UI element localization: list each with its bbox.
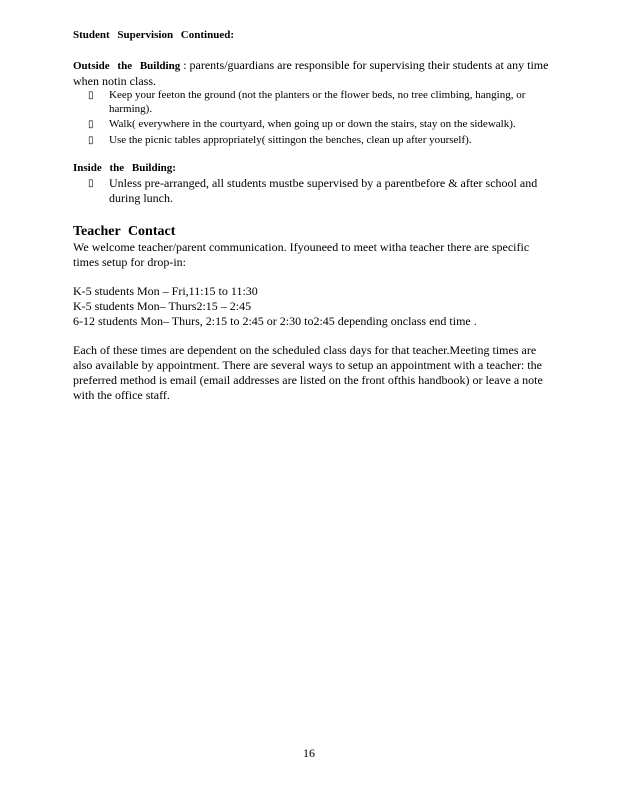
teacher-contact-intro: We welcome teacher/parent communication. Ifyouneed to meet witha teacher there are specific times setup for drop-in: <box>73 240 530 269</box>
list-item <box>88 176 558 206</box>
bullet-icon: ▯ <box>88 134 94 146</box>
list-item <box>88 134 558 148</box>
bullet-text: Use the picnic tables appropriately( sittingon the benches, clean up after yourself). <box>109 133 472 146</box>
drop-in-times <box>73 284 553 329</box>
bullet-icon: ▯ <box>88 90 94 101</box>
closing-paragraph: Each of these times are dependent on the scheduled class days for that teacher.Meeting times are also available by appointment. There are several ways to setup an appointment with a teacher: the preferred method is email (email addresses are listed on the front ofthis handbook) or leave a note with the office staff. <box>73 343 543 402</box>
bullet-icon: ▯ <box>88 178 94 189</box>
page-number: 16 <box>303 746 315 760</box>
section-heading: Student Supervision Continued: <box>73 29 234 41</box>
bullet-text: Unless pre-arranged, all students mustbe supervised by a parentbefore & after school and during lunch. <box>109 176 538 205</box>
outside-text: : parents/guardians are responsible for supervising their students at any time when notin class. <box>73 58 549 88</box>
bullet-text: Walk( everywhere in the courtyard, when going up or down the stairs, stay on the sidewalk). <box>109 118 516 130</box>
inside-heading: Inside the Building: <box>73 162 176 174</box>
list-item <box>88 118 558 132</box>
teacher-contact-heading: Teacher Contact <box>73 224 176 239</box>
time-line: K-5 students Mon– Thurs2:15 – 2:45 <box>73 299 252 313</box>
outside-paragraph <box>73 58 553 89</box>
inside-bullet-list <box>88 176 558 208</box>
time-line: 6-12 students Mon– Thurs, 2:15 to 2:45 or 2:30 to2:45 depending onclass end time . <box>73 314 477 328</box>
bullet-text: Keep your feeton the ground (not the planters or the flower beds, no tree climbing, hanging, or harming). <box>109 89 526 115</box>
outside-bullet-list <box>88 89 558 149</box>
time-line: K-5 students Mon – Fri,11:15 to 11:30 <box>73 284 258 298</box>
outside-label: Outside the Building <box>73 60 181 72</box>
bullet-icon: ▯ <box>88 119 94 130</box>
list-item <box>88 89 558 116</box>
